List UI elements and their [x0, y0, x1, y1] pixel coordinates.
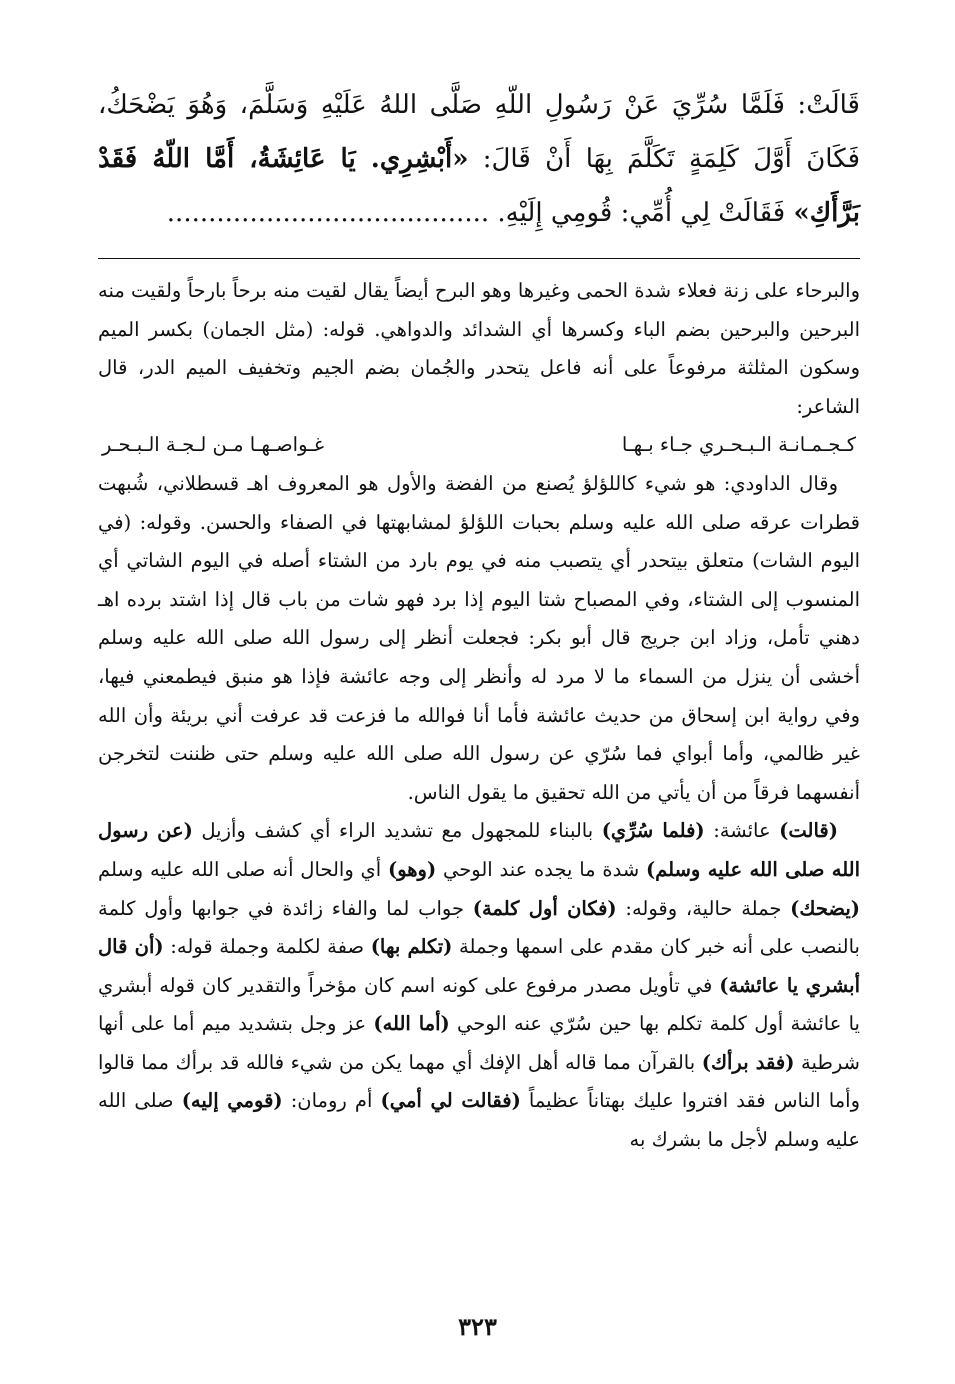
commentary-paragraph-3: [98, 812, 860, 1159]
poetry-verse: [98, 426, 860, 465]
quoted-term: (أن قال أبشري يا عائشة): [98, 935, 860, 997]
matn-block: [98, 78, 860, 240]
footnote-separator: [98, 258, 860, 259]
matn-quote: «أَبْشِرِي. يَا عَائِشَةُ، أَمَّا اللّهُ فَقَدْ بَرَّأَكِ»: [98, 144, 860, 228]
quoted-term: (قومي إليه): [181, 1089, 283, 1113]
commentary-block: [98, 272, 860, 1160]
quoted-term: (يضحك): [790, 896, 860, 920]
matn-before-quote: قَالَتْ: فَلَمَّا سُرِّيَ عَنْ رَسُولِ اللّهِ صَلَّى اللهُ عَلَيْهِ وَسَلَّمَ، وَهُوَ يَضْحَكُ، فَكَانَ أَوَّلَ كَلِمَةٍ تَكَلَّمَ بِهَا أَنْ قَالَ:: [98, 90, 861, 174]
commentary-text: أم رومان:: [282, 1089, 381, 1113]
commentary-text: جملة حالية، وقوله:: [616, 896, 791, 920]
commentary-text: بالقرآن مما قاله أهل الإفك أي مهما يكن من شيء فالله قد برأك مما قالوا وأما الناس فقد افتروا عليك بهتاناً عظيماً: [98, 1050, 860, 1113]
page-number: ٣٢٣: [458, 1312, 497, 1341]
matn-after-quote: فَقَالَتْ لِي أُمِّي: قُومِي إِلَيْهِ. .......................................: [166, 198, 786, 228]
commentary-text: أي والحال أنه صلى الله عليه وسلم: [98, 857, 388, 881]
commentary-text: جواب لما والفاء زائدة في جوابها وأول كلمة بالنصب على أنه خبر كان مقدم على اسمها وجملة: [98, 896, 860, 959]
verse-second-hemistich: غـواصـهـا مـن لـجـة الـبـحـر: [102, 433, 325, 457]
quoted-term: (فكان أول كلمة): [472, 896, 617, 920]
commentary-text: صفة لكلمة وجملة قوله:: [163, 935, 371, 959]
commentary-text: صلى الله عليه وسلم لأجل ما بشرك به: [98, 1089, 860, 1152]
commentary-text: شدة ما يجده عند الوحي: [436, 857, 646, 881]
quoted-term: (فقد برأك): [701, 1050, 795, 1074]
commentary-text: في تأويل مصدر مرفوع على كونه اسم كان مؤخراً والتقدير كان قوله أبشري يا عائشة أول كلمة تكلم بها حين سُرّي عنه الوحي: [98, 973, 860, 1036]
commentary-text: عز وجل بتشديد ميم أما على أنها شرطية: [98, 1012, 860, 1074]
verse-first-hemistich: كـجـمـانـة الـبـحـري جـاء بـهـا: [621, 433, 856, 457]
commentary-text: عائشة:: [704, 819, 780, 843]
commentary-text: بالبناء للمجهول مع تشديد الراء أي كشف وأزيل: [192, 819, 602, 843]
quoted-term: (وهو): [387, 857, 437, 881]
quoted-term: (فلما سُرِّي): [601, 819, 705, 843]
commentary-paragraph-2: وقال الداودي: هو شيء كاللؤلؤ يُصنع من الفضة والأول هو المعروف اهـ قسطلاني، شُبهت قطرات عرقه صلى الله عليه وسلم بحبات اللؤلؤ لمشابهتها في الصفاء والحسن. وقوله: (في اليوم الشات) متعلق بيتحدر أي يتصبب منه في يوم بارد من الشتاء أصله في اليوم الشاتي أي المنسوب إلى الشتاء، وفي المصباح شتا اليوم إذا برد فهو شات من باب قال إذا اشتد برده اهـ دهني تأمل، وزاد ابن جريج قال أبو بكر: فجعلت أنظر إلى رسول الله صلى الله عليه وسلم أخشى أن ينزل من السماء ما لا مرد له وأنظر إلى وجه عائشة فإذا هو منبق فيطمعني فيها، وفي رواية ابن إسحاق من حديث عائشة فأما أنا فوالله ما فزعت قد عرفت أني بريئة وأن الله غير ظالمي، وأما أبواي فما سُرّي عن رسول الله صلى الله عليه وسلم حتى ظننت لتخرجن أنفسهما فرقاً من أن يأتي من الله تحقيق ما يقول الناس.: [98, 471, 860, 804]
quoted-term: (أما الله): [373, 1012, 450, 1036]
quoted-term: (فقالت لي أمي): [380, 1089, 521, 1113]
quoted-term: (تكلم بها): [370, 935, 453, 959]
quoted-term: (قالت): [779, 819, 838, 843]
hadith-text: [98, 78, 860, 240]
quoted-term: (عن رسول الله صلى الله عليه وسلم): [98, 819, 861, 881]
commentary-paragraph-1: والبرحاء على زنة فعلاء شدة الحمى وغيرها وهو البرح أيضاً يقال لقيت منه برحاً بارحاً ولقيت منه البرحين والبرحين بضم الباء وكسرها أي الشدائد والدواهي. قوله: (مثل الجمان) بكسر الميم وسكون المثلثة مرفوعاً على أنه فاعل يتحدر والجُمان بضم الجيم وتخفيف الميم الدر، قال الشاعر:: [98, 279, 860, 418]
